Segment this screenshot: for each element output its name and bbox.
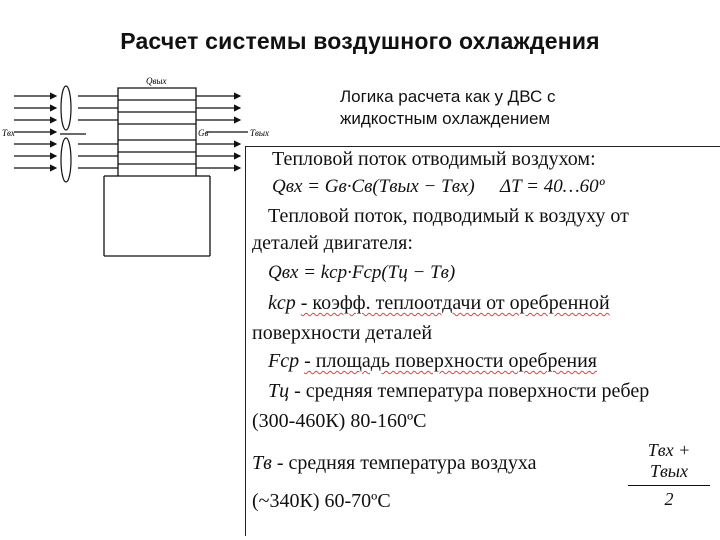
k-symbol: kср	[268, 292, 296, 314]
slide-title: Расчет системы воздушного охлаждения	[120, 28, 600, 54]
label-g: Gв	[198, 128, 209, 138]
heat-flow-air-label: Тепловой поток отводимый воздухом:	[272, 148, 596, 170]
tv-symbol: Tв	[252, 452, 272, 474]
fraction-numerator: Tвх + Tвых	[647, 440, 691, 481]
tv-range: (~340К) 60-70ºС	[252, 490, 391, 512]
tc-desc-line	[268, 380, 649, 403]
label-q-out: Qвых	[146, 76, 167, 86]
cylinder-block	[104, 88, 210, 256]
slide-subtitle: Логика расчета как у ДВС с жидкостным охлаждением	[340, 87, 556, 128]
cooling-schematic	[0, 60, 290, 320]
fraction-bar	[628, 485, 710, 486]
heat-flow-parts-text: Тепловой поток, подводимый к воздуху от	[268, 205, 629, 227]
fraction-denominator: 2	[664, 489, 674, 509]
tv-fraction	[628, 440, 710, 510]
f-symbol: Fср	[268, 350, 300, 372]
delta-t: ΔT = 40…60º	[500, 176, 605, 197]
tv-desc-line	[252, 452, 536, 475]
tv-desc: - средняя температура воздуха	[276, 452, 537, 474]
heat-flow-parts-label-2: деталей двигателя:	[252, 232, 413, 254]
formula-air: Qвх = Gв·Cв(Tвых − Tвх)	[272, 176, 475, 197]
label-t-in: Tвх	[2, 128, 15, 138]
inlet-air-arrows	[14, 96, 56, 168]
formula-parts: Qвх = kср·Fср(Tц − Tв)	[268, 262, 456, 283]
k-desc-line-2: поверхности деталей	[252, 322, 433, 344]
f-desc-line	[268, 350, 597, 373]
tc-range: (300-460К) 80-160ºС	[252, 410, 427, 432]
f-desc: - площадь поверхности оребрения	[304, 350, 597, 372]
tc-desc: - средняя температура поверхности ребер	[294, 380, 650, 402]
tc-symbol: Tц	[268, 380, 290, 402]
content-frame-top	[245, 146, 720, 147]
k-desc: - коэфф. теплоотдачи от оребренной	[300, 292, 610, 314]
label-t-out: Tвых	[250, 128, 270, 138]
heat-flow-parts-label-1	[268, 205, 712, 228]
content-frame-left	[245, 146, 246, 536]
k-desc-line	[268, 292, 712, 315]
